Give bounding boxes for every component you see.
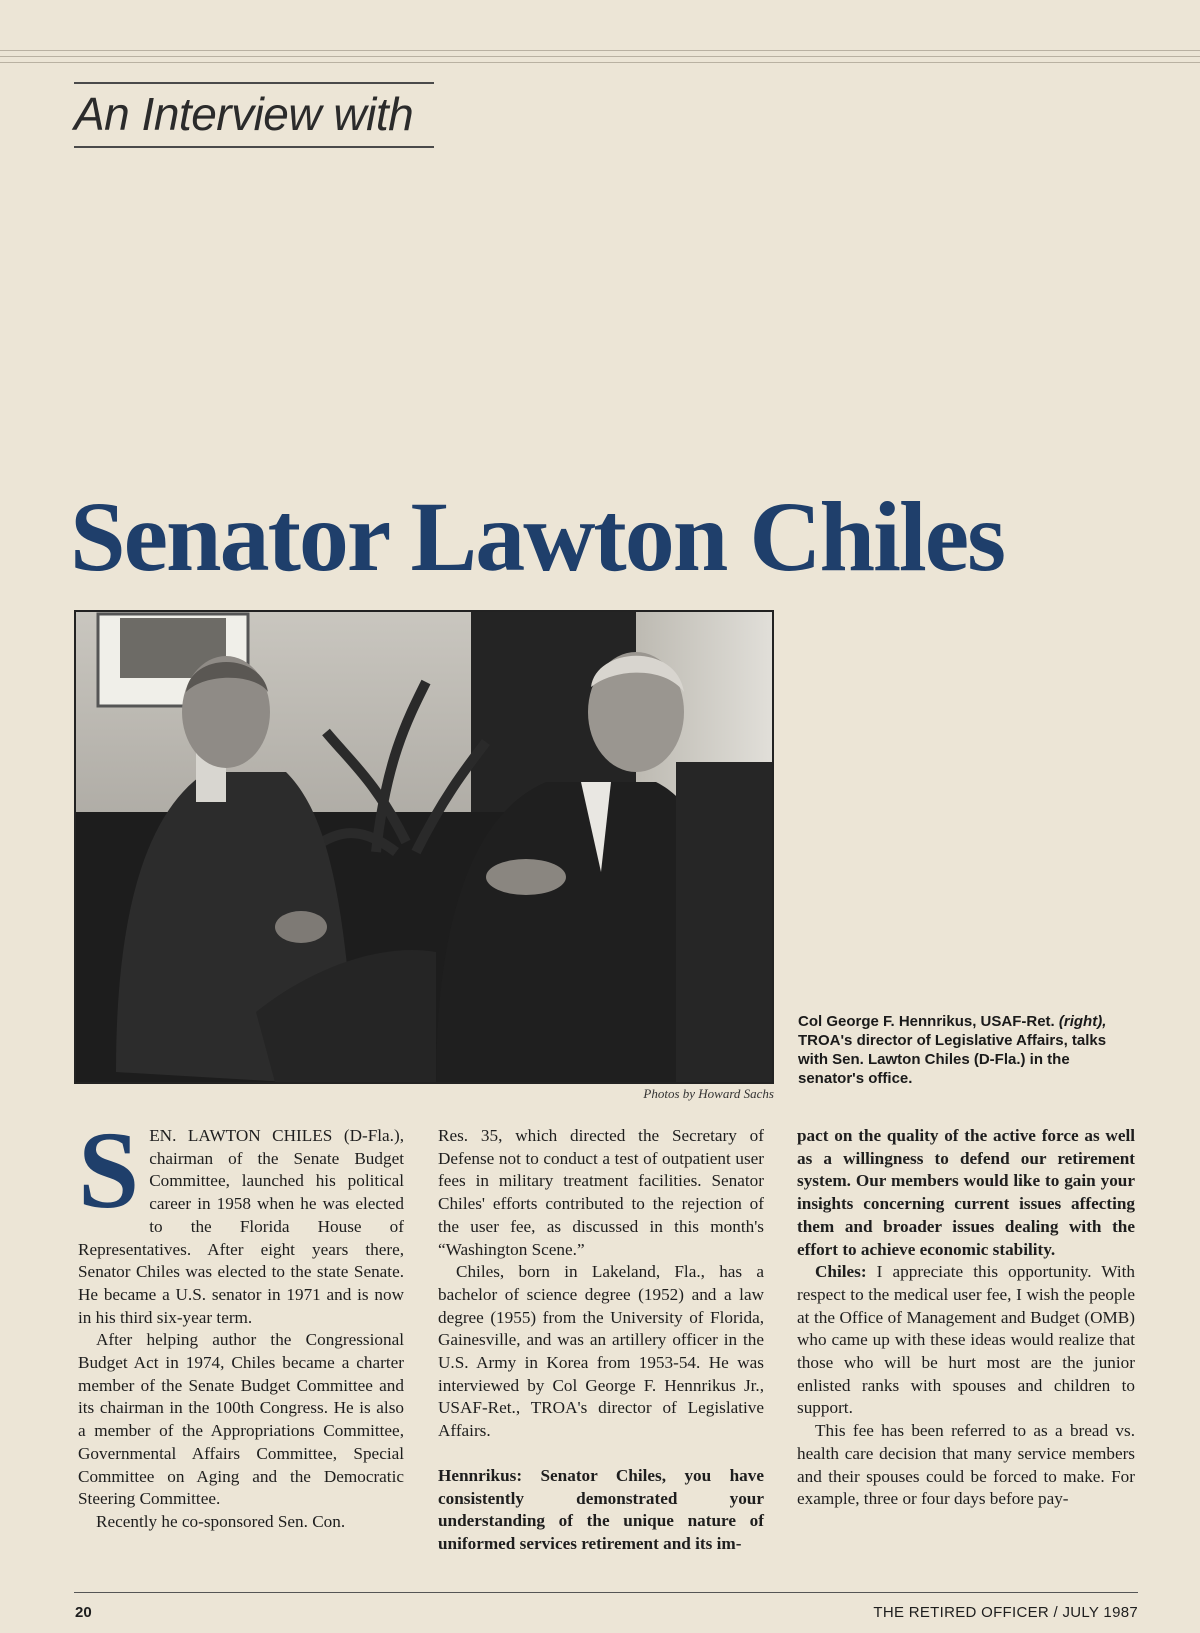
answer-text: I appreciate this opportunity. With respect to the medical user fee, I wish the people at the Office of Management and Budget (OMB) who came up with these ideas would realize that those who will be hurt most are the junior enlisted ranks with spouses and children to support.: [797, 1262, 1135, 1418]
caption-lead: Col George F. Hennrikus, USAF-Ret.: [798, 1013, 1055, 1030]
interview-question-continued: pact on the quality of the active force as well as a willingness to defend our retirement system. Our members would like to gain your insights concerning current issues affecting them and broader issues dealing with the effort to achieve economic stability.: [797, 1126, 1135, 1259]
photo-credit: Photos by Howard Sachs: [643, 1086, 774, 1101]
top-rule: [0, 56, 1200, 57]
article-column-2: [438, 1125, 764, 1556]
photo-two-men-seated-icon: [76, 612, 774, 1084]
caption-italic: (right),: [1058, 1013, 1107, 1030]
drop-cap: S: [78, 1109, 140, 1231]
paragraph: This fee has been referred to as a bread vs. health care decision that many service members and their spouses could be forced to make. For example, three or four days before pay-: [797, 1421, 1135, 1509]
intro-paragraph: [78, 1109, 404, 1329]
paragraph: After helping author the Congressional Budget Act in 1974, Chiles became a charter member of the Senate Budget Committee and its chairman in the 100th Congress. He is also a member of the Appropriations Committee, Governmental Affairs Committee, Special Committee on Aging and the Democratic Steering Committee.: [78, 1330, 404, 1509]
caption-rest: TROA's director of Legislative Affairs, talks with Sen. Lawton Chiles (D-Fla.) in the senator's office.: [798, 1032, 1107, 1087]
interview-answer: [797, 1261, 1135, 1420]
kicker-text: An Interview with: [74, 88, 414, 140]
paragraph: Res. 35, which directed the Secretary of Defense not to conduct a test of outpatient user fees in military treatment facilities. Senator Chiles' efforts contributed to the rejection of the user fee, as discussed in this month's “Washington Scene.”: [438, 1126, 764, 1259]
footer-rule: [74, 1592, 1138, 1593]
interview-question: Hennrikus: Senator Chiles, you have consistently demonstrated your understanding of the unique nature of uniformed services retirement and its im-: [438, 1465, 764, 1553]
kicker-rule-top: [74, 82, 434, 84]
page-number: 20: [75, 1604, 92, 1621]
kicker-rule-bottom: [74, 146, 434, 148]
publication-footer: THE RETIRED OFFICER / JULY 1987: [873, 1604, 1138, 1621]
photo-caption: [798, 1012, 1138, 1088]
page-title: Senator Lawton Chiles: [70, 481, 1005, 592]
article-column-3: [797, 1125, 1135, 1511]
top-rule: [0, 62, 1200, 63]
intro-text: EN. LAWTON CHILES (D-Fla.), chairman of the Senate Budget Committee, launched his political career in 1958 when he was elected to the Florida House of Representatives. After eight years there, Senator Chiles was elected to the state Senate. He became a U.S. senator in 1971 and is now in his third six-year term.: [78, 1126, 404, 1327]
paragraph: Chiles, born in Lakeland, Fla., has a bachelor of science degree (1952) and a law degree (1955) from the University of Florida, Gainesville, and was an artillery officer in the U.S. Army in Korea from 1953-54. He was interviewed by Col George F. Hennrikus Jr., USAF-Ret., TROA's director of Legislative Affairs.: [438, 1262, 764, 1441]
article-photo: [74, 610, 774, 1084]
article-column-1: [78, 1109, 404, 1534]
top-rule: [0, 50, 1200, 51]
paragraph: Recently he co-sponsored Sen. Con.: [96, 1511, 346, 1531]
answer-speaker: Chiles:: [815, 1262, 867, 1282]
